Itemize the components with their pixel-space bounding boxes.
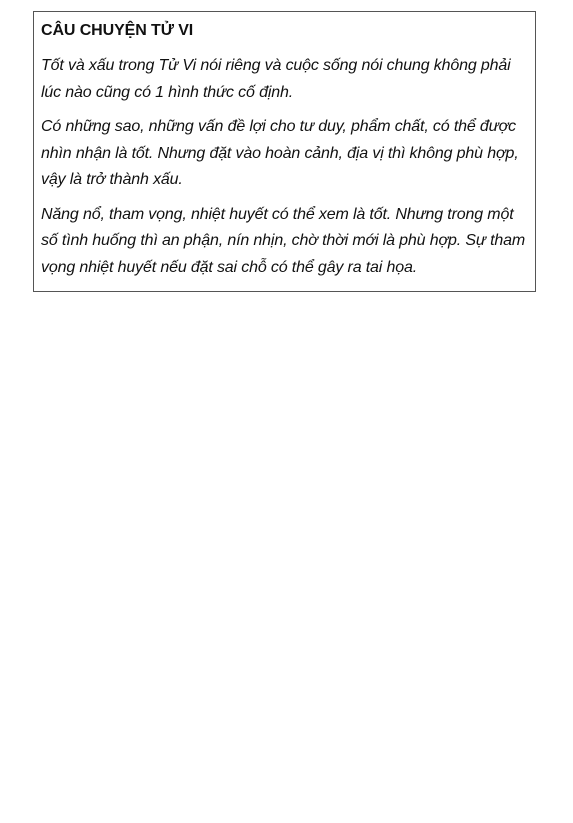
story-paragraph-2: Có những sao, những vấn đề lợi cho tư duy, phẩm chất, có thể được nhìn nhận là tốt. Nhưng đặt vào hoàn cảnh, địa vị thì không phù hợp, vậy là trở thành xấu. bbox=[41, 118, 519, 188]
story-title: CÂU CHUYỆN TỬ VI bbox=[41, 22, 194, 39]
story-paragraph-3: Năng nổ, tham vọng, nhiệt huyết có thể xem là tốt. Nhưng trong một số tình huống thì an phận, nín nhịn, chờ thời mới là phù hợp. Sự tham vọng nhiệt huyết nếu đặt sai chỗ có thể gây ra tai họa. bbox=[41, 205, 526, 276]
story-paragraph-1: Tốt và xấu trong Tử Vi nói riêng và cuộc sống nói chung không phải lúc nào cũng có 1 hình thức cố định. bbox=[41, 57, 511, 101]
story-box bbox=[33, 11, 536, 292]
